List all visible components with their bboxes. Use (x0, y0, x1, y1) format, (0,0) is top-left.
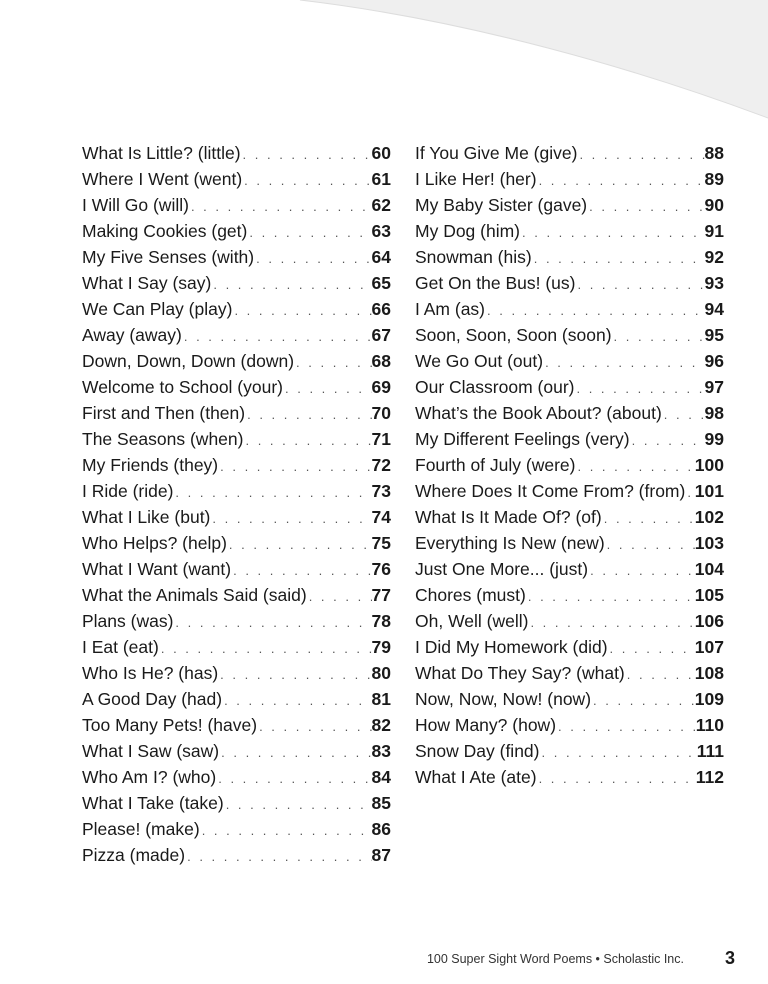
toc-entry-page: 79 (371, 637, 391, 657)
toc-entry (415, 634, 724, 660)
toc-entry-title: Away (away) (82, 325, 182, 345)
toc-entry (415, 296, 724, 322)
toc-leader-dots (532, 246, 705, 272)
toc-entry-title: What I Want (want) (82, 559, 232, 579)
toc-entry-title: What the Animals Said (said) (82, 585, 307, 605)
toc-entry (82, 738, 391, 764)
toc-leader-dots (608, 636, 695, 662)
toc-leader-dots (520, 220, 705, 246)
toc-leader-dots (243, 428, 371, 454)
toc-entry-page: 92 (704, 247, 724, 267)
toc-entry-title: Get On the Bus! (us) (415, 273, 576, 293)
toc-leader-dots (173, 610, 371, 636)
toc-entry-page: 62 (371, 195, 391, 215)
toc-entry-title: Everything Is New (new) (415, 533, 605, 553)
toc-entry (415, 244, 724, 270)
toc-entry-page: 88 (704, 143, 724, 163)
toc-leader-dots (575, 272, 704, 298)
toc-leader-dots (574, 376, 704, 402)
toc-entry-title: I Am (as) (415, 299, 486, 319)
toc-entry (82, 686, 391, 712)
toc-entry (415, 764, 724, 790)
toc-entry-title: My Baby Sister (gave) (415, 195, 588, 215)
toc-entry-page: 93 (704, 273, 724, 293)
toc-entry (82, 582, 391, 608)
toc-entry-page: 86 (371, 819, 391, 839)
toc-leader-dots (254, 246, 371, 272)
toc-leader-dots (485, 298, 705, 324)
toc-leader-dots (625, 662, 695, 688)
toc-entry-title: What Do They Say? (what) (415, 663, 625, 683)
toc-entry-page: 78 (371, 611, 391, 631)
toc-entry (415, 140, 724, 166)
toc-entry-page: 103 (694, 533, 724, 553)
toc-entry (415, 374, 724, 400)
toc-entry (82, 322, 391, 348)
toc-entry-page: 67 (371, 325, 391, 345)
toc-entry (415, 478, 724, 504)
toc-entry-page: 83 (371, 741, 391, 761)
toc-entry (82, 218, 391, 244)
toc-entry-page: 108 (694, 663, 724, 683)
toc-entry-title: What I Like (but) (82, 507, 211, 527)
toc-entry-page: 99 (704, 429, 724, 449)
toc-entry-title: I Did My Homework (did) (415, 637, 608, 657)
toc-entry-page: 84 (371, 767, 391, 787)
top-decorative-band (0, 0, 768, 130)
toc-leader-dots (242, 168, 371, 194)
toc-right-column (415, 140, 724, 790)
toc-entry-title: Our Classroom (our) (415, 377, 575, 397)
toc-leader-dots (602, 506, 695, 532)
toc-entry-title: What Is It Made Of? (of) (415, 507, 602, 527)
toc-entry-title: What Is Little? (little) (82, 143, 241, 163)
toc-leader-dots (218, 454, 371, 480)
toc-entry-page: 104 (694, 559, 724, 579)
footer-credit: 100 Super Sight Word Poems • Scholastic Inc. (426, 952, 684, 966)
toc-entry-title: My Different Feelings (very) (415, 429, 630, 449)
toc-entry-page: 80 (371, 663, 391, 683)
toc-entry-title: What’s the Book About? (about) (415, 403, 662, 423)
toc-leader-dots (591, 688, 695, 714)
toc-leader-dots (216, 766, 371, 792)
toc-entry-title: The Seasons (when) (82, 429, 244, 449)
toc-entry-page: 107 (694, 637, 724, 657)
toc-entry-page: 87 (371, 845, 391, 865)
toc-entry (82, 634, 391, 660)
toc-leader-dots (540, 740, 697, 766)
toc-leader-dots (232, 298, 371, 324)
toc-entry-title: Just One More... (just) (415, 559, 589, 579)
toc-leader-dots (219, 740, 371, 766)
toc-leader-dots (612, 324, 705, 350)
toc-entry-page: 102 (694, 507, 724, 527)
toc-leader-dots (218, 662, 371, 688)
toc-leader-dots (245, 402, 371, 428)
toc-leader-dots (537, 168, 705, 194)
toc-entry (82, 712, 391, 738)
toc-entry-title: Who Is He? (has) (82, 663, 219, 683)
toc-entry (415, 400, 724, 426)
toc-entry (82, 478, 391, 504)
toc-entry (82, 374, 391, 400)
toc-entry-title: We Go Out (out) (415, 351, 544, 371)
toc-entry-page: 85 (371, 793, 391, 813)
toc-entry-title: Welcome to School (your) (82, 377, 284, 397)
toc-entry-title: My Friends (they) (82, 455, 219, 475)
toc-entry (82, 348, 391, 374)
toc-leader-dots (662, 402, 705, 428)
toc-entry-page: 72 (371, 455, 391, 475)
toc-leader-dots (210, 506, 371, 532)
toc-entry (82, 764, 391, 790)
toc-entry (82, 166, 391, 192)
toc-entry-title: Where I Went (went) (82, 169, 243, 189)
toc-leader-dots (630, 428, 705, 454)
toc-entry-page: 100 (694, 455, 724, 475)
toc-leader-dots (283, 376, 372, 402)
toc-entry-title: Snowman (his) (415, 247, 532, 267)
toc-entry-title: Fourth of July (were) (415, 455, 576, 475)
toc-entry-page: 90 (704, 195, 724, 215)
toc-entry (82, 504, 391, 530)
toc-entry (415, 556, 724, 582)
toc-entry-title: Now, Now, Now! (now) (415, 689, 592, 709)
toc-leader-dots (605, 532, 695, 558)
toc-entry-title: First and Then (then) (82, 403, 246, 423)
toc-entry (415, 738, 724, 764)
toc-entry-title: Where Does It Come From? (from) (415, 481, 686, 501)
toc-entry-page: 95 (704, 325, 724, 345)
footer-page-number: 3 (724, 948, 735, 968)
toc-entry (415, 166, 724, 192)
toc-entry-page: 112 (695, 767, 724, 787)
toc-entry-page: 65 (371, 273, 391, 293)
toc-leader-dots (528, 610, 694, 636)
toc-entry-title: Pizza (made) (82, 845, 186, 865)
toc-entry (82, 270, 391, 296)
toc-entry-title: A Good Day (had) (82, 689, 223, 709)
toc-entry-title: I Like Her! (her) (415, 169, 537, 189)
toc-entry-page: 82 (371, 715, 391, 735)
toc-entry-title: My Dog (him) (415, 221, 521, 241)
toc-leader-dots (537, 766, 696, 792)
toc-entry (415, 426, 724, 452)
toc-entry-title: Oh, Well (well) (415, 611, 529, 631)
toc-entry-title: Too Many Pets! (have) (82, 715, 258, 735)
toc-entry (82, 296, 391, 322)
toc-entry-title: What I Ate (ate) (415, 767, 537, 787)
toc-entry-page: 73 (371, 481, 391, 501)
toc-entry (415, 582, 724, 608)
toc-leader-dots (685, 480, 694, 506)
toc-entry-title: Please! (make) (82, 819, 200, 839)
toc-entry-page: 97 (704, 377, 724, 397)
toc-leader-dots (173, 480, 371, 506)
toc-entry (82, 452, 391, 478)
toc-leader-dots (241, 142, 372, 168)
toc-entry-title: How Many? (how) (415, 715, 557, 735)
toc-entry-page: 61 (371, 169, 391, 189)
toc-entry-title: What I Saw (saw) (82, 741, 220, 761)
toc-entry (415, 218, 724, 244)
toc-leader-dots (526, 584, 695, 610)
toc-entry-title: Making Cookies (get) (82, 221, 248, 241)
toc-leader-dots (294, 350, 372, 376)
toc-leader-dots (556, 714, 696, 740)
toc-entry-page: 71 (371, 429, 391, 449)
toc-entry-title: Who Helps? (help) (82, 533, 227, 553)
toc-leader-dots (227, 532, 372, 558)
toc-entry-title: Soon, Soon, Soon (soon) (415, 325, 612, 345)
toc-entry-title: Who Am I? (who) (82, 767, 217, 787)
toc-entry (415, 660, 724, 686)
toc-entry-title: We Can Play (play) (82, 299, 233, 319)
toc-entry (82, 556, 391, 582)
toc-entry-title: I Ride (ride) (82, 481, 174, 501)
toc-entry-page: 60 (371, 143, 391, 163)
toc-leader-dots (222, 688, 371, 714)
toc-entry-title: If You Give Me (give) (415, 143, 578, 163)
toc-leader-dots (159, 636, 372, 662)
toc-leader-dots (575, 454, 694, 480)
toc-entry-page: 94 (704, 299, 724, 319)
toc-entry (415, 712, 724, 738)
toc-entry-page: 66 (371, 299, 391, 319)
toc-entry-page: 63 (371, 221, 391, 241)
toc-entry (415, 608, 724, 634)
toc-entry (82, 530, 391, 556)
toc-entry (415, 686, 724, 712)
toc-entry-title: Chores (must) (415, 585, 526, 605)
toc-entry (415, 452, 724, 478)
toc-entry-title: I Eat (eat) (82, 637, 159, 657)
toc-leader-dots (587, 194, 704, 220)
toc-entry (82, 192, 391, 218)
toc-entry (82, 608, 391, 634)
toc-entry (82, 816, 391, 842)
toc-entry-page: 81 (371, 689, 391, 709)
toc-entry-page: 109 (694, 689, 724, 709)
toc-left-column (82, 140, 391, 868)
toc-entry-page: 64 (371, 247, 391, 267)
toc-entry-title: I Will Go (will) (82, 195, 189, 215)
toc-entry-page: 106 (694, 611, 724, 631)
toc-entry (82, 660, 391, 686)
toc-leader-dots (211, 272, 371, 298)
toc-entry-title: What I Say (say) (82, 273, 212, 293)
toc-leader-dots (185, 844, 371, 870)
toc-entry (82, 244, 391, 270)
toc-entry (82, 842, 391, 868)
toc-entry (415, 530, 724, 556)
toc-leader-dots (231, 558, 371, 584)
toc-entry-page: 91 (704, 221, 724, 241)
toc-entry (82, 790, 391, 816)
toc-leader-dots (577, 142, 704, 168)
toc-entry-page: 77 (371, 585, 391, 605)
toc-leader-dots (189, 194, 372, 220)
toc-entry (415, 270, 724, 296)
toc-entry-page: 111 (696, 741, 724, 761)
toc-entry (82, 426, 391, 452)
toc-entry-page: 89 (704, 169, 724, 189)
toc-leader-dots (224, 792, 372, 818)
toc-entry (415, 504, 724, 530)
toc-entry-page: 98 (704, 403, 724, 423)
toc-entry-page: 76 (371, 559, 391, 579)
toc-entry-page: 70 (371, 403, 391, 423)
toc-entry-page: 105 (694, 585, 724, 605)
toc-leader-dots (307, 584, 372, 610)
toc-entry-page: 74 (371, 507, 391, 527)
toc-entry-title: My Five Senses (with) (82, 247, 255, 267)
toc-leader-dots (182, 324, 372, 350)
toc-entry-title: Snow Day (find) (415, 741, 540, 761)
toc-leader-dots (247, 220, 371, 246)
toc-leader-dots (257, 714, 371, 740)
toc-entry-title: What I Take (take) (82, 793, 224, 813)
toc-entry (82, 400, 391, 426)
toc-entry-title: Down, Down, Down (down) (82, 351, 295, 371)
toc-entry-page: 75 (371, 533, 391, 553)
toc-entry-page: 96 (704, 351, 724, 371)
toc-entry (415, 348, 724, 374)
toc-leader-dots (200, 818, 372, 844)
toc-entry-page: 68 (371, 351, 391, 371)
page-footer (0, 950, 768, 970)
toc-entry (415, 322, 724, 348)
toc-leader-dots (588, 558, 695, 584)
toc-entry (82, 140, 391, 166)
toc-entry-page: 69 (371, 377, 391, 397)
toc-leader-dots (543, 350, 704, 376)
toc-entry (415, 192, 724, 218)
toc-entry-page: 101 (694, 481, 724, 501)
toc-entry-title: Plans (was) (82, 611, 174, 631)
toc-entry-page: 110 (695, 715, 724, 735)
